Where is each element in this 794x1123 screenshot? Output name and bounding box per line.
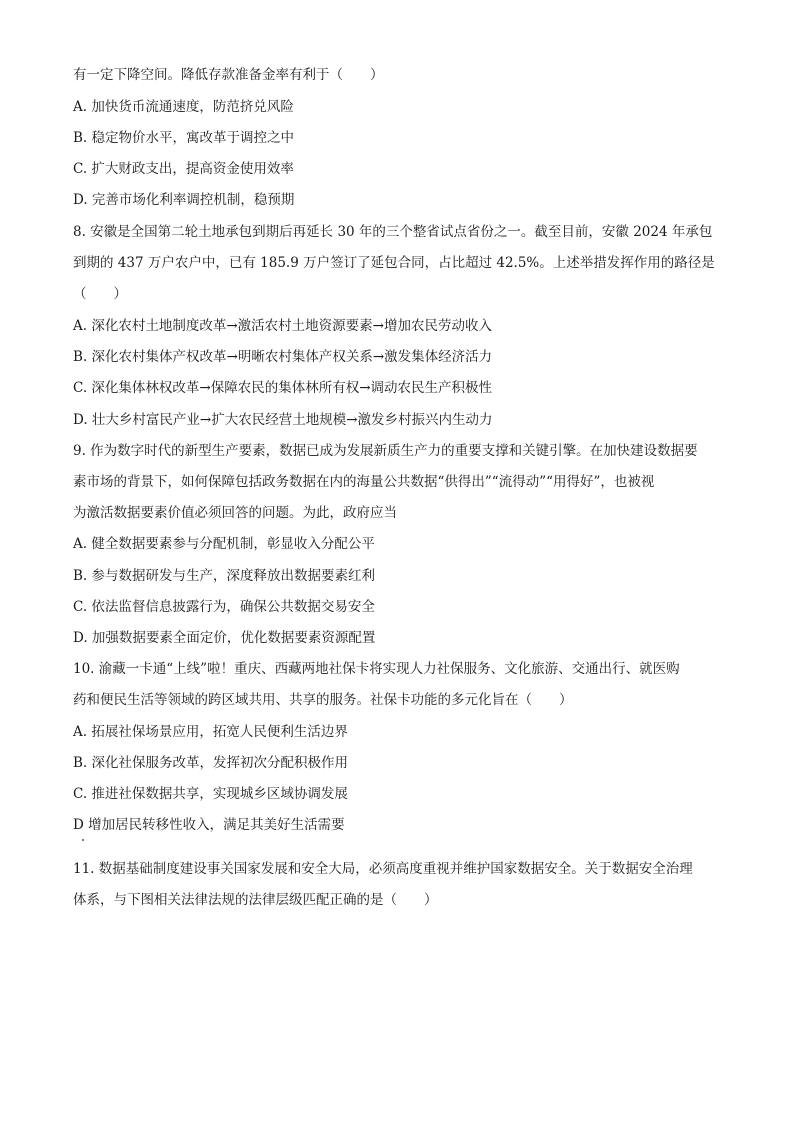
q9-option-c: C. 依法监督信息披露行为，确保公共数据交易安全 bbox=[73, 599, 375, 615]
q7-option-d: D. 完善市场化利率调控机制，稳预期 bbox=[73, 192, 295, 208]
q9-stem-line-3: 为激活数据要素价值必须回答的问题。为此，政府应当 bbox=[73, 505, 397, 521]
q7-option-a: A. 加快货币流通速度，防范挤兑风险 bbox=[73, 99, 294, 115]
q9-option-b: B. 参与数据研发与生产，深度释放出数据要素红利 bbox=[73, 568, 376, 584]
q9-stem-line-1: 9. 作为数字时代的新型生产要素，数据已成为发展新质生产力的重要支撑和关键引擎。在加快建设数据要 bbox=[73, 443, 698, 459]
q9-option-d: D. 加强数据要素全面定价，优化数据要素资源配置 bbox=[73, 630, 376, 646]
q7-option-c: C. 扩大财政支出，提高资金使用效率 bbox=[73, 161, 294, 177]
q10-stem-line-2: 药和便民生活等领域的跨区域共用、共享的服务。社保卡功能的多元化旨在（ ） bbox=[73, 692, 573, 708]
q7-option-b: B. 稳定物价水平，寓改革于调控之中 bbox=[73, 130, 295, 146]
q8-option-b: B. 深化农村集体产权改革→明晰农村集体产权关系→激发集体经济活力 bbox=[73, 349, 493, 365]
q7-stem-tail: 有一定下降空间。降低存款准备金率有利于（ ） bbox=[73, 67, 384, 83]
q10-option-b: B. 深化社保服务改革，发挥初次分配积极作用 bbox=[73, 755, 349, 771]
q10-option-d: D 增加居民转移性收入，满足其美好生活需要 bbox=[73, 817, 345, 833]
q10-stem-line-1: 10. 渝藏一卡通“上线”啦！重庆、西藏两地社保卡将实现人力社保服务、文化旅游、交通出行、就医购 bbox=[73, 661, 680, 677]
q9-stem-line-2: 素市场的背景下，如何保障包括政务数据在内的海量公共数据“供得出”“流得动”“用得好”，也被视 bbox=[73, 474, 655, 490]
q8-stem-line-3: （ ） bbox=[73, 286, 127, 302]
q11-stem-line-2: 体系，与下图相关法律法规的法律层级匹配正确的是（ ） bbox=[73, 892, 438, 908]
q10-option-a: A. 拓展社保场景应用，拓宽人民便利生活边界 bbox=[73, 724, 348, 740]
q8-option-a: A. 深化农村土地制度改革→激活农村土地资源要素→增加农民劳动收入 bbox=[73, 318, 492, 334]
q9-option-a: A. 健全数据要素参与分配机制，彰显收入分配公平 bbox=[73, 536, 375, 552]
q11-stem-line-1: 11. 数据基础制度建设事关国家发展和安全大局，必须高度重视并维护国家数据安全。关于数据安全治理 bbox=[73, 861, 693, 877]
q8-option-d: D. 壮大乡村富民产业→扩大农民经营土地规模→激发乡村振兴内生动力 bbox=[73, 412, 493, 428]
q8-stem-line-1: 8. 安徽是全国第二轮土地承包到期后再延长 30 年的三个整省试点省份之一。截至目前，安徽 2024 年承包 bbox=[73, 224, 713, 240]
q8-stem-line-2: 到期的 437 万户农户中，已有 185.9 万户签订了延包合同，占比超过 42.5%。上述举措发挥作用的路径是 bbox=[73, 255, 715, 271]
q10-option-c: C. 推进社保数据共享，实现城乡区域协调发展 bbox=[73, 786, 348, 802]
stray-dot bbox=[82, 839, 84, 841]
q8-option-c: C. 深化集体林权改革→保障农民的集体林所有权→调动农民生产积极性 bbox=[73, 380, 493, 396]
